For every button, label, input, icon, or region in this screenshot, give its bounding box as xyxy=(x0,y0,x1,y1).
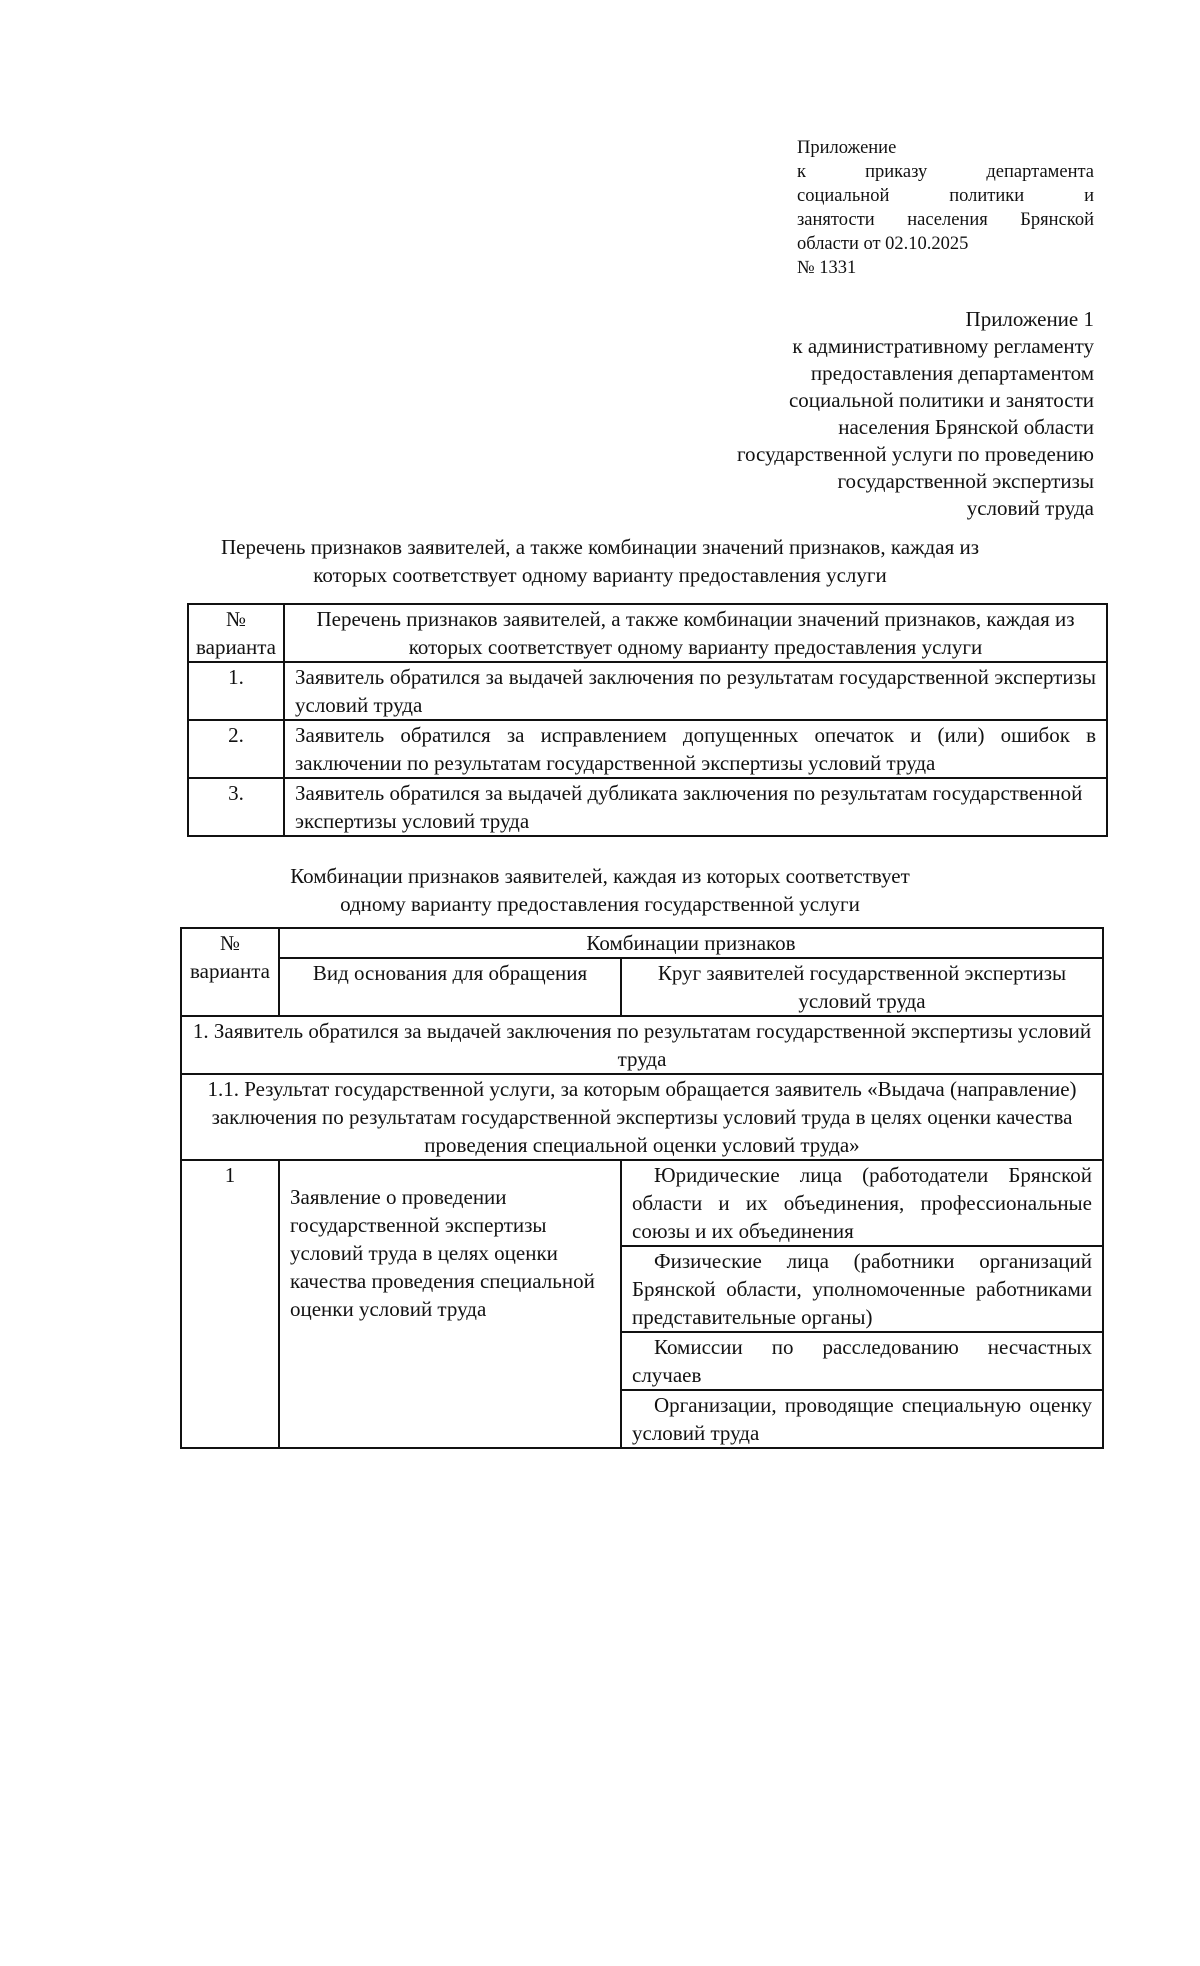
section-row xyxy=(181,1016,1103,1074)
variant-description: Заявитель обратился за выдачей заключения по результатам государственной экспертизы условий труда xyxy=(284,662,1107,720)
basis-description: Заявление о проведении государственной экспертизы условий труда в целях оценки качества проведения специальной оценки условий труда xyxy=(279,1160,621,1448)
annex-order-block xyxy=(797,136,1094,280)
title-line: Перечень признаков заявителей, а также комбинации значений признаков, каждая из xyxy=(220,535,980,559)
applicant-category: Физические лица (работники организаций Брянской области, уполномоченные работниками представительные органы) xyxy=(621,1246,1103,1332)
annex-regulation-block xyxy=(620,306,1094,522)
table-row xyxy=(181,1160,1103,1246)
annex-regulation-line: предоставления департаментом xyxy=(810,361,1094,385)
header-variant-number: № варианта xyxy=(188,604,284,662)
section-heading: 1. Заявитель обратился за выдачей заключения по результатам государственной экспертизы условий труда xyxy=(181,1016,1103,1074)
applicant-category: Комиссии по расследованию несчастных случаев xyxy=(621,1332,1103,1390)
table-row xyxy=(188,778,1107,836)
applicant-category: Юридические лица (работодатели Брянской области и их объединения, профессиональные союзы и их объединения xyxy=(621,1160,1103,1246)
annex-order-line: области от 02.10.2025 xyxy=(797,234,969,254)
table-header-row xyxy=(181,928,1103,958)
annex-order-line: занятости населения Брянской xyxy=(797,210,1094,230)
subsection-heading: 1.1. Результат государственной услуги, за которым обращается заявитель «Выдача (направление) заключения по результатам государственной экспертизы условий труда в целях оценки качества проведения специальной оценки условий труда» xyxy=(181,1074,1103,1160)
table-header-row xyxy=(188,604,1107,662)
title-line: одному варианту предоставления государственной услуги xyxy=(340,892,860,916)
variant-number: 1 xyxy=(181,1160,279,1448)
header-combinations: Комбинации признаков xyxy=(279,928,1103,958)
annex-regulation-line: населения Брянской области xyxy=(838,415,1094,439)
variant-number: 3. xyxy=(188,778,284,836)
annex-regulation-line: государственной услуги по проведению xyxy=(736,442,1094,466)
variant-description: Заявитель обратился за исправлением допущенных опечаток и (или) ошибок в заключении по результатам государственной экспертизы условий труда xyxy=(284,720,1107,778)
header-features-list: Перечень признаков заявителей, а также комбинации значений признаков, каждая из которых соответствует одному варианту предоставления услуги xyxy=(284,604,1107,662)
annex-regulation-line: социальной политики и занятости xyxy=(788,388,1094,412)
variant-description: Заявитель обратился за выдачей дубликата заключения по результатам государственной экспертизы условий труда xyxy=(284,778,1107,836)
title-line: которых соответствует одному варианту предоставления услуги xyxy=(313,563,887,587)
variant-number: 2. xyxy=(188,720,284,778)
table-row xyxy=(188,720,1107,778)
section-title-features xyxy=(150,533,1050,589)
subsection-row xyxy=(181,1074,1103,1160)
table-header-row xyxy=(181,958,1103,1016)
variant-number: 1. xyxy=(188,662,284,720)
title-line: Комбинации признаков заявителей, каждая из которых соответствует xyxy=(290,864,910,888)
annex-order-line: Приложение xyxy=(797,138,897,158)
annex-order-number: № 1331 xyxy=(797,258,857,278)
features-table xyxy=(187,603,1108,837)
annex-regulation-line: Приложение 1 xyxy=(965,307,1094,331)
annex-regulation-line: к административному регламенту xyxy=(792,334,1094,358)
annex-order-line: социальной политики и xyxy=(797,186,1094,206)
header-applicants: Круг заявителей государственной экспертизы условий труда xyxy=(621,958,1103,1016)
annex-order-line: к приказу департамента xyxy=(797,162,1094,182)
applicant-category: Организации, проводящие специальную оценку условий труда xyxy=(621,1390,1103,1448)
header-basis-type: Вид основания для обращения xyxy=(279,958,621,1016)
combinations-table xyxy=(180,927,1104,1449)
annex-regulation-line: условий труда xyxy=(966,496,1094,520)
annex-regulation-line: государственной экспертизы xyxy=(837,469,1094,493)
header-variant-number: № варианта xyxy=(181,928,279,1016)
section-title-combinations xyxy=(150,862,1050,918)
table-row xyxy=(188,662,1107,720)
